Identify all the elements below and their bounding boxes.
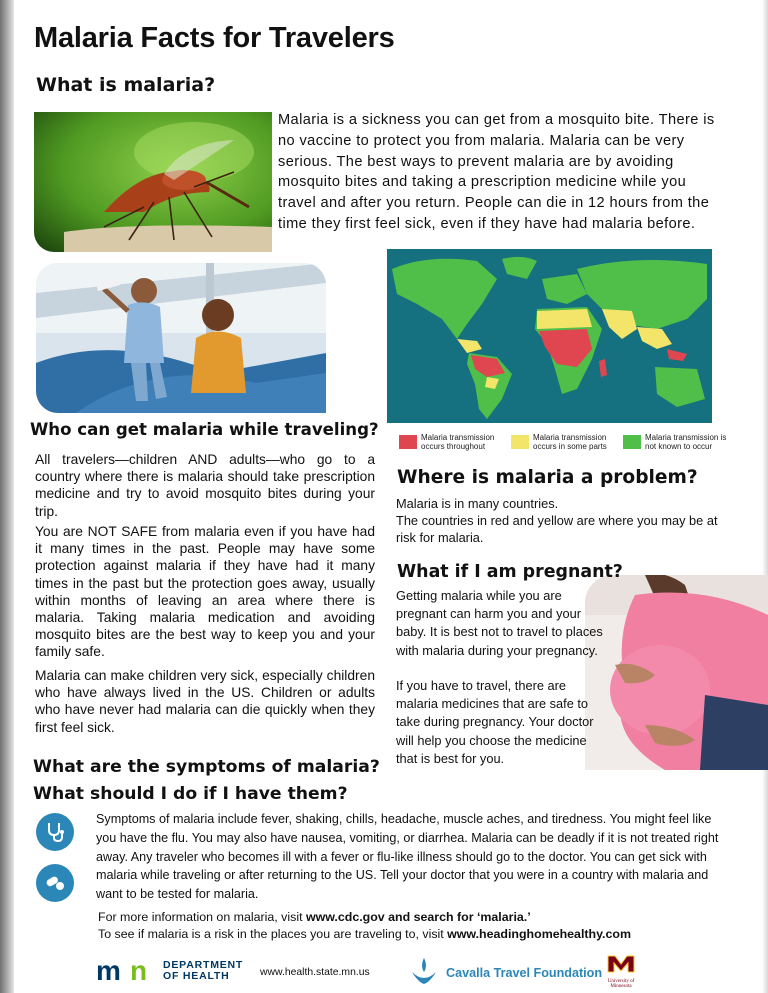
legend-item-not-known (623, 433, 737, 451)
legend-label: Malaria transmission occurs throughout (421, 433, 495, 451)
legend-swatch-yellow (511, 435, 529, 449)
mdh-logo (96, 958, 243, 984)
heading-what-to-do: What should I do if I have them? (33, 784, 348, 804)
heading-symptoms: What are the symptoms of malaria? (33, 757, 380, 777)
who-paragraph-1: All travelers—children AND adults—who go to a country where there is malaria should take prescription medicine and try to avoid mosquito bites during your trip. (35, 452, 375, 519)
who-paragraph-3: Malaria can make children very sick, especially children who have always lived in the US. Children or adults who have never had malaria can die quickly when they first feel sick. (35, 668, 375, 735)
symptoms-text: Symptoms of malaria include fever, shaking, chills, headache, muscle aches, and tiredness. You might feel like you have the flu. You may also have nausea, vomiting, or diarrhea. Malaria can be deadly if it is not treated right away. Any traveler who becomes ill with a fever or flu-like illness should go to the doctor. You can get sick with malaria while traveling or after returning to the US. Tell your doctor that you were in a country with malaria and want to be tested for malaria. (96, 812, 719, 902)
page-edge-right (762, 0, 768, 993)
page-edge-shadow (0, 0, 14, 993)
dept-line1: DEPARTMENT (163, 959, 244, 971)
dept-line2: OF HEALTH (163, 970, 230, 982)
more-info-heading-home-text: To see if malaria is a risk in the places you are traveling to, visit (98, 927, 448, 941)
pregnant-paragraph-1: Getting malaria while you are pregnant can harm you and your baby. It is best not to travel to places with malaria during your pregnancy. (396, 588, 603, 658)
cavalla-name: Cavalla Travel Foundation (446, 966, 603, 980)
page-title: Malaria Facts for Travelers (34, 22, 395, 54)
footer-url[interactable]: www.health.state.mn.us (260, 967, 370, 978)
legend-swatch-green (623, 435, 641, 449)
heading-pregnant: What if I am pregnant? (397, 562, 623, 582)
cdc-link[interactable]: www.cdc.gov and search for ‘malaria.’ (305, 910, 531, 924)
legend-label: Malaria transmission is not known to occur (645, 433, 727, 451)
legend-swatch-red (399, 435, 417, 449)
who-paragraph-2: You are NOT SAFE from malaria even if you have had it many times in the past. People may have some protection against malaria if they have had it many times in the past but the protection goes away, usually within months of leaving an area where there is malaria. Taking malaria medication and avoiding mosquito bites are the best way to keep you and your family safe. (35, 524, 375, 660)
legend-item-throughout (399, 433, 509, 451)
heading-who-can-get-malaria: Who can get malaria while traveling? (30, 420, 379, 439)
umn-line1: University of (607, 979, 635, 984)
svg-text:n: n (130, 958, 148, 984)
legend-label: Malaria transmission occurs in some parts (533, 433, 607, 451)
umn-line2: Minnesota (610, 984, 632, 989)
umn-m-icon (606, 952, 636, 974)
more-info-cdc (98, 908, 531, 926)
stethoscope-icon (36, 813, 74, 851)
pregnant-woman-photo (585, 575, 768, 770)
legend-item-some-parts (511, 433, 621, 451)
what-is-malaria-text: Malaria is a sickness you can get from a mosquito bite. There is no vaccine to protect you from malaria. Malaria can be very serious. The best ways to prevent malaria are by avoiding mosquito bites and taking a prescription medicine while you travel and after you return. People can die in 12 hours from the time they first feel sick, even if they have had malaria before. (278, 112, 715, 232)
mosquito-photo (34, 112, 272, 252)
heading-what-is-malaria: What is malaria? (36, 74, 216, 96)
where-paragraph-1: Malaria is in many countries. (396, 496, 559, 511)
more-info-heading-home (98, 925, 631, 943)
umn-logo (603, 952, 639, 989)
where-paragraph-2: The countries in red and yellow are where you may be at risk for malaria. (396, 513, 718, 545)
malaria-world-map (387, 249, 712, 423)
more-info-cdc-text: For more information on malaria, visit (98, 910, 306, 924)
pregnant-paragraph-2: If you have to travel, there are malaria medicines that are safe to take during pregnancy. Your doctor will help you choose the medicine that is best for you. (396, 678, 594, 766)
pills-icon (36, 864, 74, 902)
heading-home-healthy-link[interactable]: www.headinghomehealthy.com (447, 927, 631, 941)
mn-logo-mark (96, 958, 158, 984)
cavalla-logo-icon (410, 956, 438, 991)
heading-where-is-malaria: Where is malaria a problem? (397, 467, 698, 488)
father-child-photo (36, 263, 326, 413)
svg-text:m: m (96, 958, 121, 984)
